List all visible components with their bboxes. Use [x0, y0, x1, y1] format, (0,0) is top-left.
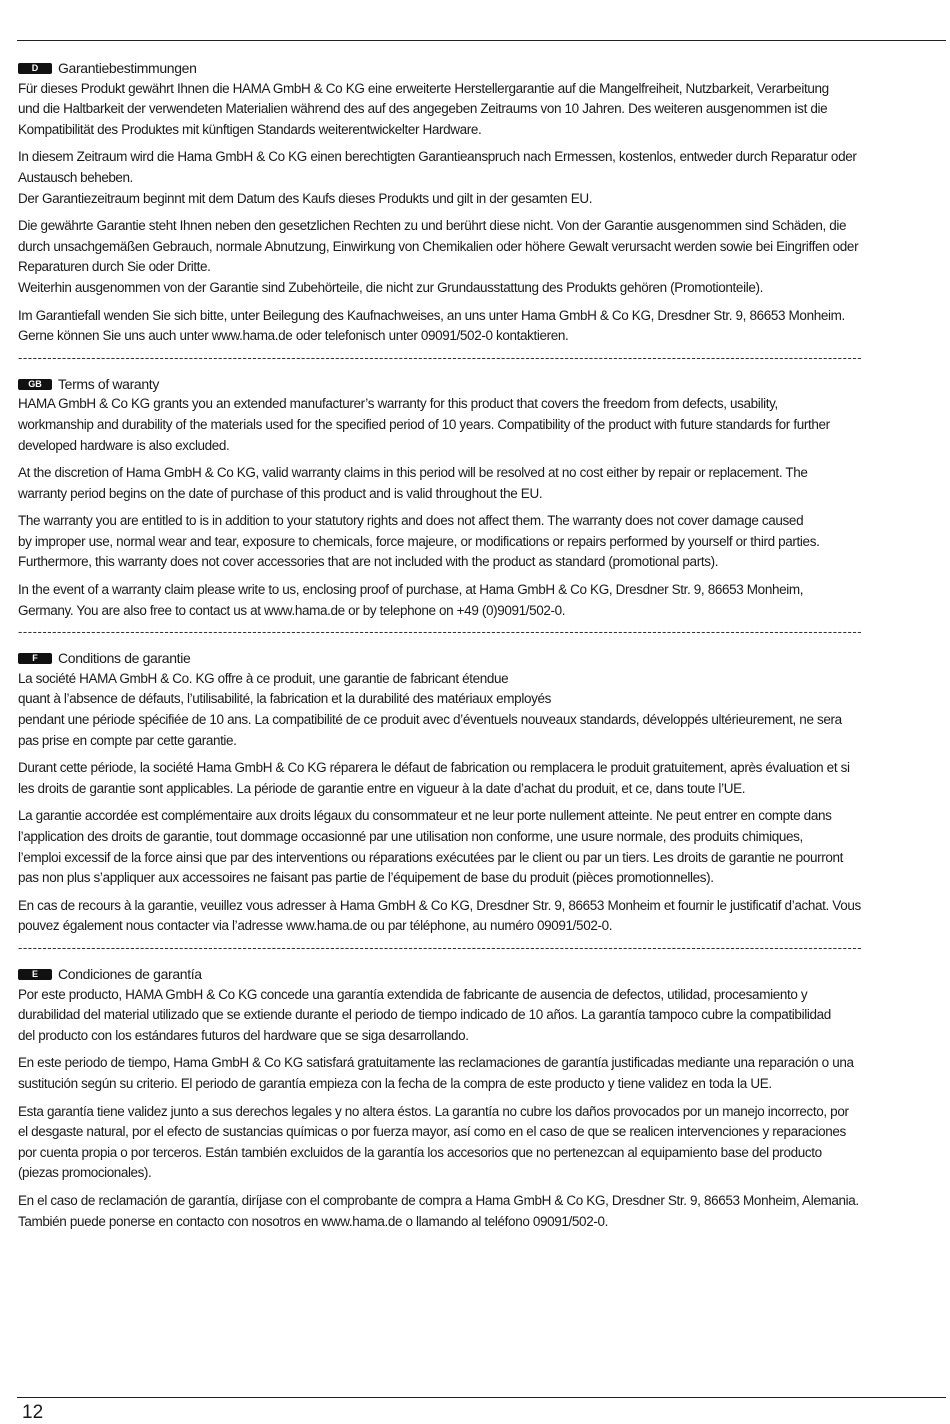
- paragraph: [18, 147, 948, 209]
- paragraph: [18, 1191, 948, 1232]
- text-line: Reparaturen durch Sie oder Dritte.: [18, 259, 211, 275]
- top-rule: [17, 40, 946, 41]
- text-line: Esta garantía tiene validez junto a sus derechos legales y no altera éstos. La garantía no cubre los daños provocados por un manejo incorrecto, por: [18, 1103, 849, 1119]
- paragraph: [18, 306, 948, 347]
- text-line: l’application des droits de garantie, tout dommage occasionné par une utilisation non conforme, une usure normale, des produits chimiques,: [18, 829, 803, 844]
- section-header: [18, 58, 948, 79]
- text-line: In the event of a warranty claim please write to us, enclosing proof of purchase, at Hama GmbH & Co KG, Dresdner Str. 9, 86653 Monheim,: [18, 582, 804, 598]
- text-line: pas non plus s’appliquer aux accessoires ne faisant pas partie de l’équipement de base du produit (pièces promotionnelles).: [18, 870, 714, 886]
- text-line: pas prise en compte par cette garantie.: [18, 732, 237, 748]
- text-line: In diesem Zeitraum wird die Hama GmbH & Co KG einen berechtigten Garantieanspruch nach Ermessen, kostenlos, entweder durch Reparatur oder: [18, 149, 857, 165]
- text-line: Der Garantiezeitraum beginnt mit dem Datum des Kaufs dieses Produkts und gilt in der gesamten EU.: [18, 190, 593, 206]
- text-line: pendant une période spécifiée de 10 ans. La compatibilité de ce produit avec d’éventuels nouveaux standards, développés ultérieurement, ne sera: [18, 712, 842, 728]
- text-line: por cuenta propia o por terceros. Están también excluidos de la garantía los accesorios que no pertenezcan al equipamiento base del producto: [18, 1144, 822, 1160]
- text-line: les droits de garantie sont applicables. La période de garantie entre en vigueur à la date d’achat du produit, et ce, dans toute l’UE.: [18, 780, 746, 796]
- section-header: [18, 648, 948, 669]
- section-heading: Conditions de garantie: [58, 650, 191, 667]
- text-line: En el caso de reclamación de garantía, diríjase con el comprobante de compra a Hama GmbH & Co KG, Dresdner Str. 9, 86653 Monheim, Alemania.: [18, 1192, 859, 1208]
- text-line: Im Garantiefall wenden Sie sich bitte, unter Beilegung des Kaufnachweises, an uns unter Hama GmbH & Co KG, Dresdner Str. 9, 86653 Monheim.: [18, 307, 845, 323]
- section-gb: [18, 374, 948, 622]
- text-line: También puede ponerse en contacto con nosotros en www.hama.de o llamando al teléfono 09091/502-0.: [18, 1213, 608, 1229]
- text-line: durch unsachgemäßen Gebrauch, normale Abnutzung, Einwirkung von Chemikalien oder höhere Gewalt verursacht werden sowie bei Eingriffen oder: [18, 238, 859, 254]
- text-line: En cas de recours à la garantie, veuillez vous adresser à Hama GmbH & Co KG, Dresdner Str. 9, 86653 Monheim et fournir le justificatif d’achat. Vous: [18, 897, 861, 913]
- text-line: by improper use, normal wear and tear, exposure to chemicals, force majeure, or modifications or repairs performed by yourself or third parties.: [18, 533, 820, 549]
- text-line: Die gewährte Garantie steht Ihnen neben den gesetzlichen Rechten zu und berührt diese nicht. Von der Garantie ausgenommen sind Schäden, die: [18, 218, 847, 234]
- text-line: HAMA GmbH & Co KG grants you an extended manufacturer’s warranty for this product that covers the freedom from defects, usability,: [18, 396, 778, 412]
- section-header: [18, 964, 948, 985]
- section-heading: Terms of waranty: [58, 375, 159, 392]
- text-line: l’emploi excessif de la force ainsi que par des interventions ou réparations exécutées par le client ou par un tiers. Les droits de garantie ne pourront: [18, 849, 844, 865]
- paragraph: [18, 79, 948, 141]
- paragraph: [18, 985, 948, 1047]
- warranty-content: [18, 58, 948, 1232]
- language-badge: E: [18, 969, 52, 980]
- section-es: [18, 964, 948, 1232]
- paragraph: [18, 806, 948, 888]
- language-badge: F: [18, 653, 52, 664]
- paragraph: [18, 216, 948, 298]
- dashed-separator: -----------------------------------------------------------------------------------------------------------------------------------------------------------------------------: [18, 940, 863, 955]
- section-heading: Garantiebestimmungen: [58, 60, 197, 76]
- text-line: und die Haltbarkeit der verwendeten Materialien während des auf des angegeben Zeitraums von 10 Jahren. Des weiteren ausgenommen ist die: [18, 101, 828, 117]
- paragraph: [18, 463, 948, 504]
- paragraph: [18, 511, 948, 573]
- text-line: Für dieses Produkt gewährt Ihnen die HAMA GmbH & Co KG eine erweiterte Herstellergarantie auf die Mangelfreiheit, Nutzbarkeit, Verarbeitung: [18, 80, 829, 96]
- paragraph: [18, 580, 948, 621]
- paragraph: [18, 394, 948, 456]
- text-line: developed hardware is also excluded.: [18, 437, 230, 453]
- section-fr: [18, 648, 948, 937]
- text-line: Durant cette période, la société Hama GmbH & Co KG réparera le défaut de fabrication ou remplacera le produit gratuitement, après évaluation et si: [18, 760, 850, 776]
- bottom-rule: [17, 1397, 946, 1398]
- text-line: Por este producto, HAMA GmbH & Co KG concede una garantía extendida de fabricante de ausencia de defectos, utilidad, procesamiento y: [18, 986, 808, 1002]
- text-line: workmanship and durability of the materials used for the specified period of 10 years. Compatibility of the product with future standards for further: [18, 416, 830, 432]
- text-line: quant à l’absence de défauts, l’utilisabilité, la fabrication et la durabilité des matériaux employés: [18, 691, 551, 707]
- text-line: Furthermore, this warranty does not cover accessories that are not included with the product as standard (promotional parts).: [18, 554, 719, 570]
- paragraph: [18, 758, 948, 799]
- paragraph: [18, 669, 948, 751]
- text-line: Germany. You are also free to contact us at www.hama.de or by telephone on +49 (0)9091/502-0.: [18, 602, 566, 618]
- text-line: durabilidad del material utilizado que se extiende durante el periodo de tiempo indicado de 10 años. La garantía tampoco cubre la compatibilidad: [18, 1007, 831, 1023]
- text-line: (piezas promocionales).: [18, 1165, 152, 1181]
- text-line: del producto con los estándares futuros del hardware que se siga desarrollando.: [18, 1027, 469, 1043]
- paragraph: [18, 896, 948, 937]
- dashed-separator: -----------------------------------------------------------------------------------------------------------------------------------------------------------------------------: [18, 350, 863, 365]
- text-line: La société HAMA GmbH & Co. KG offre à ce produit, une garantie de fabricant étendue: [18, 670, 509, 686]
- section-de: [18, 58, 948, 347]
- text-line: pouvez également nous contacter via l’adresse www.hama.de ou par téléphone, au numéro 09091/502-0.: [18, 918, 613, 934]
- text-line: The warranty you are entitled to is in addition to your statutory rights and does not affect them. The warranty does not cover damage caused: [18, 513, 804, 529]
- text-line: Gerne können Sie uns auch unter www.hama.de oder telefonisch unter 09091/502-0 kontaktieren.: [18, 328, 569, 344]
- text-line: el desgaste natural, por el efecto de sustancias químicas o por fuerza mayor, así como en el caso de que se realicen intervenciones y reparaciones: [18, 1124, 846, 1140]
- text-line: Weiterhin ausgenommen von der Garantie sind Zubehörteile, die nicht zur Grundausstattung des Produkts gehören (Promotionteile).: [18, 279, 763, 295]
- dashed-separator: -----------------------------------------------------------------------------------------------------------------------------------------------------------------------------: [18, 625, 863, 640]
- page-number: 12: [22, 1402, 44, 1423]
- paragraph: [18, 1102, 948, 1184]
- text-line: sustitución según su criterio. El periodo de garantía empieza con la fecha de la compra de este producto y tiene validez en toda la UE.: [18, 1075, 772, 1091]
- language-badge: GB: [18, 379, 52, 390]
- language-badge: D: [18, 63, 52, 74]
- text-line: Kompatibilität des Produktes mit künftigen Standards weiterentwickelter Hardware.: [18, 121, 482, 137]
- text-line: Austausch beheben.: [18, 169, 133, 185]
- paragraph: [18, 1053, 948, 1094]
- text-line: La garantie accordée est complémentaire aux droits légaux du consommateur et ne leur porte nullement atteinte. Ne peut entrer en compte dans: [18, 808, 832, 824]
- section-heading: Condiciones de garantía: [58, 965, 202, 982]
- text-line: At the discretion of Hama GmbH & Co KG, valid warranty claims in this period will be resolved at no cost either by repair or replacement. The: [18, 465, 808, 481]
- text-line: En este periodo de tiempo, Hama GmbH & Co KG satisfará gratuitamente las reclamaciones de garantía justificadas mediante una reparación o una: [18, 1055, 854, 1071]
- section-header: [18, 374, 948, 395]
- text-line: warranty period begins on the date of purchase of this product and is valid throughout the EU.: [18, 485, 543, 501]
